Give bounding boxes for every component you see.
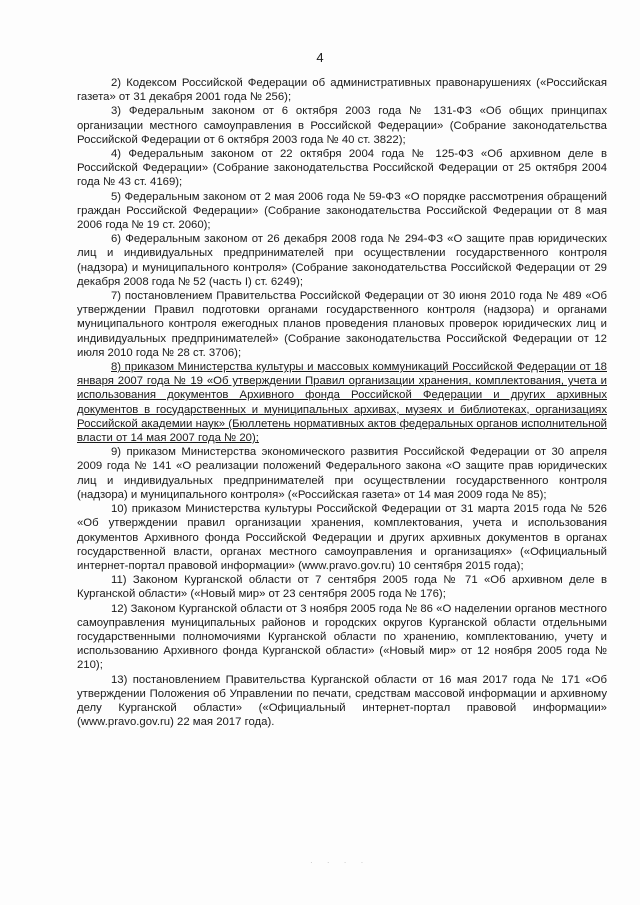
list-item-paragraph: 11) Законом Курганской области от 7 сентября 2005 года № 71 «Об архивном деле в Курганской области» («Новый мир» от 23 сентября 2005 года № 176); [77, 574, 607, 601]
list-item-paragraph: 3) Федеральным законом от 6 октября 2003 года № 131-ФЗ «Об общих принципах организации местного самоуправления в Российской Федерации» (Собрание законодательства Российской Федерации от 6 октября 2003 года № 40 ст. 3822); [77, 105, 607, 146]
list-item-paragraph: 13) постановлением Правительства Курганской области от 16 мая 2017 года № 171 «Об утверждении Положения об Управлении по печати, средствам массовой информации и архивному делу Курганской области» («Официальный интернет-портал правовой информации» (www.pravo.gov.ru) 22 мая 2017 года). [77, 673, 607, 729]
page-number: 4 [316, 50, 324, 65]
list-item-paragraph: 10) приказом Министерства культуры Российской Федерации от 31 марта 2015 года № 526 «Об утверждении правил организации хранения, комплектования, учета и использования документов Архивного фонда Российской Федерации и других архивных документов в органах государственной власти, органах местного самоуправления и организациях» («Официальный интернет-портал правовой информации» (www.pravo.gov.ru) 10 сентября 2015 года); [77, 503, 607, 572]
list-item-paragraph: 2) Кодексом Российской Федерации об административных правонарушениях («Российская газета» от 31 декабря 2001 года № 256); [77, 77, 607, 104]
list-item-paragraph: 7) постановлением Правительства Российской Федерации от 30 июня 2010 года № 489 «Об утверждении Правил подготовки органами государственного контроля (надзора) и органами муниципального контроля ежегодных планов проведения плановых проверок юридических лиц и индивидуальных предпринимателей» (Собрание законодательства Российской Федерации от 12 июля 2010 года № 28 ст. 3706); [77, 290, 607, 359]
list-item-paragraph: 6) Федеральным законом от 26 декабря 2008 года № 294-ФЗ «О защите прав юридических лиц и индивидуальных предпринимателей при осуществлении государственного контроля (надзора) и муниципального контроля» (Собрание законодательства Российской Федерации от 29 декабря 2008 года № 52 (часть I) ст. 6249); [77, 233, 607, 288]
list-item-paragraph: 5) Федеральным законом от 2 мая 2006 года № 59-ФЗ «О порядке рассмотрения обращений граждан Российской Федерации» (Собрание законодательства Российской Федерации от 8 мая 2006 года № 19 ст. 2060); [77, 190, 607, 232]
document-body [77, 76, 607, 729]
list-item-paragraph: 8) приказом Министерства культуры и массовых коммуникаций Российской Федерации от 18 января 2007 года № 19 «Об утверждении Правил организации хранения, комплектования, учета и использования документов Архивного фонда Российской Федерации и других архивных документов в государственных и муниципальных архивах, музеях и библиотеках, организациях Российской академии наук» (Бюллетень нормативных актов федеральных органов исполнительной власти от 14 мая 2007 года № 20); [77, 361, 607, 445]
list-item-paragraph: 12) Законом Курганской области от 3 ноября 2005 года № 86 «О наделении органов местного самоуправления муниципальных районов и городских округов Курганской области отдельными государственными полномочиями Курганской области по хранению, комплектованию, учету и использованию Архивного фонда Курганской области» («Новый мир» от 12 ноября 2005 года № 210); [77, 602, 607, 672]
list-item-paragraph: 9) приказом Министерства экономического развития Российской Федерации от 30 апреля 2009 года № 141 «О реализации положений Федерального закона «О защите прав юридических лиц и индивидуальных предпринимателей при осуществлении государственного контроля (надзора) и муниципального контроля» («Российская газета» от 14 мая 2009 года № 85); [77, 446, 607, 501]
scan-artifact: · · · · [310, 858, 370, 867]
list-item-paragraph: 4) Федеральным законом от 22 октября 2004 года № 125-ФЗ «Об архивном деле в Российской Федерации» (Собрание законодательства Российской Федерации от 25 октября 2004 года № 43 ст. 4169); [77, 148, 607, 189]
